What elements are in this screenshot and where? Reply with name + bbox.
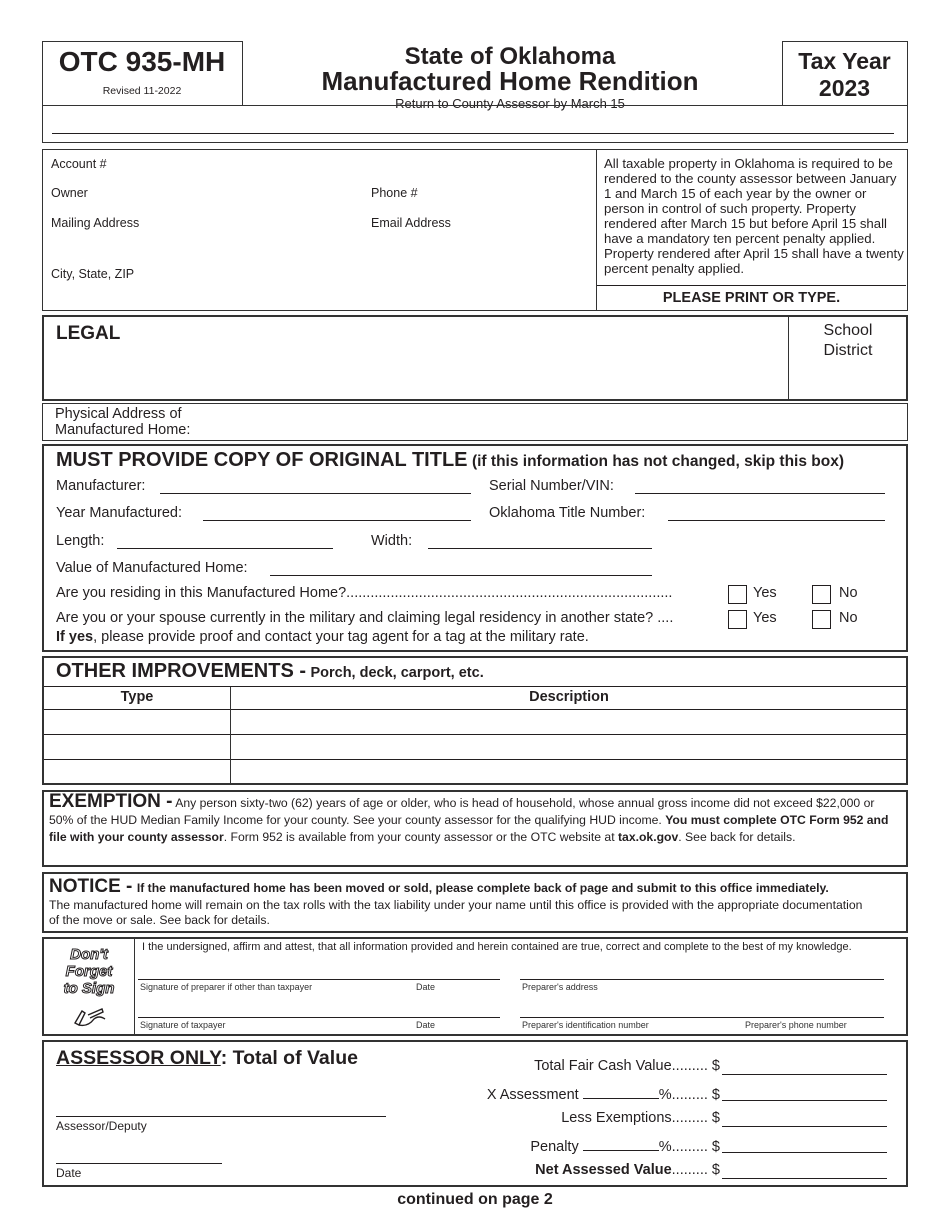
total-fair-line[interactable] <box>722 1074 887 1075</box>
improvements-header-top <box>44 686 906 687</box>
form-title: Manufactured Home Rendition <box>321 66 699 96</box>
phone-label: Phone # <box>371 186 418 200</box>
reminder-forget: Forget <box>65 963 113 980</box>
net-assessed-dots: ......... $ <box>671 1162 720 1178</box>
year-line[interactable] <box>203 520 471 521</box>
title-heading <box>56 449 844 472</box>
penalty-line[interactable] <box>722 1152 887 1153</box>
if-yes-text: , please provide proof and contact your tag agent for a tag at the military rate. <box>93 629 589 645</box>
tax-year-box <box>782 41 908 106</box>
physical-address-box <box>42 403 908 441</box>
assessor-box <box>42 1040 908 1187</box>
header-rule <box>52 133 894 134</box>
print-divider <box>597 285 906 286</box>
exemption-body-1: Any person sixty-two (62) years of age or older, who is head of household, whose annual gross income did not exceed $22,000 or 50% of the HUD Median Family Income for your county. See your county assessor for the qualifying HUD income. <box>49 796 875 827</box>
net-assessed-line[interactable] <box>722 1178 887 1179</box>
improvements-heading-note: Porch, deck, carport, etc. <box>310 665 484 681</box>
pen-hand-icon <box>72 1005 108 1027</box>
serial-line[interactable] <box>635 493 885 494</box>
exemption-bold: You must complete OTC Form 952 and file with your county assessor <box>49 813 889 844</box>
table-row <box>44 709 906 710</box>
penalty-pct-field[interactable] <box>583 1136 659 1151</box>
rendition-notice: All taxable property in Oklahoma is required to be rendered to the county assessor between January 1 and March 15 of each year by the owner or person in control of such property. Property rendered after March 15 but before April 15 shall have a mandatory ten percent penalty applied. Property rendered after April 15 shall have a twenty percent penalty applied. <box>604 156 904 276</box>
column-divider <box>230 687 231 783</box>
ok-title-label: Oklahoma Title Number: <box>489 505 646 521</box>
less-exemptions-line[interactable] <box>722 1126 887 1127</box>
legal-label: LEGAL <box>56 323 121 344</box>
residing-yes-checkbox[interactable] <box>728 585 747 604</box>
exemption-body-3: . See back for details. <box>678 830 796 844</box>
owner-label: Owner <box>51 186 88 200</box>
if-yes-bold: If yes <box>56 629 94 645</box>
notice-heading: NOTICE - <box>49 876 133 897</box>
preparer-signature-line[interactable] <box>138 979 500 980</box>
mailing-label: Mailing Address <box>51 216 140 230</box>
owner-info-box <box>42 149 597 311</box>
tax-year-value: 2023 <box>818 75 871 101</box>
length-label: Length: <box>56 533 105 549</box>
title-heading-main: MUST PROVIDE COPY OF ORIGINAL TITLE <box>56 449 468 471</box>
exemption-heading: EXEMPTION - <box>49 791 173 812</box>
x-assessment-row <box>424 1084 720 1103</box>
assessor-deputy-label: Assessor/Deputy <box>56 1119 147 1133</box>
value-line[interactable] <box>270 575 652 576</box>
notice-box <box>42 872 908 933</box>
physical-label-1: Physical Address of <box>55 406 182 422</box>
continued-note: continued on page 2 <box>397 1191 553 1208</box>
preparer-signature-caption: Signature of preparer if other than taxpayer <box>140 982 313 992</box>
x-assessment-line[interactable] <box>722 1100 887 1101</box>
ok-title-line[interactable] <box>668 520 885 521</box>
form-number-box <box>42 41 243 106</box>
residing-yes-label: Yes <box>753 585 777 601</box>
table-row <box>44 734 906 735</box>
school-label-2: District <box>823 342 873 359</box>
penalty-label: Penalty <box>530 1139 579 1155</box>
taxpayer-date-caption: Date <box>416 1020 436 1030</box>
attest-statement: I the undersigned, affirm and attest, that all information provided and herein contained are true, correct and complete to the best of my knowledge. <box>142 941 852 953</box>
improvements-box <box>42 656 908 785</box>
assessor-date-line[interactable] <box>56 1163 222 1164</box>
reminder-dont: Don't <box>70 946 108 963</box>
assessor-heading-underlined: ASSESSOR ONLY <box>56 1047 221 1069</box>
exemption-site: tax.ok.gov <box>617 830 679 844</box>
assessor-deputy-line[interactable] <box>56 1116 386 1117</box>
value-label: Value of Manufactured Home: <box>56 560 248 576</box>
physical-label-2: Manufactured Home: <box>55 422 191 438</box>
manufacturer-label: Manufacturer: <box>56 478 146 494</box>
military-note <box>56 629 589 645</box>
signature-box <box>42 937 908 1036</box>
col-description: Description <box>529 689 609 705</box>
manufacturer-line[interactable] <box>160 493 471 494</box>
length-line[interactable] <box>117 548 333 549</box>
school-label-1: School <box>823 322 873 339</box>
taxpayer-signature-caption: Signature of taxpayer <box>140 1020 226 1030</box>
taxpayer-signature-line[interactable] <box>138 1017 500 1018</box>
improvements-heading-main: OTHER IMPROVEMENTS - <box>56 660 307 682</box>
military-question: Are you or your spouse currently in the military and claiming legal residency in another state? .... <box>56 610 674 626</box>
exemption-text <box>49 793 901 846</box>
notice-info-box <box>596 149 908 311</box>
reminder-to-sign: to Sign <box>63 980 115 997</box>
preparer-phone-caption: Preparer's phone number <box>745 1020 847 1030</box>
form-number: OTC 935-MH <box>58 46 226 77</box>
military-no-checkbox[interactable] <box>812 610 831 629</box>
residing-no-checkbox[interactable] <box>812 585 831 604</box>
legal-box <box>42 315 908 401</box>
title-section-box <box>42 444 908 652</box>
state-title: State of Oklahoma <box>404 43 616 70</box>
tax-year-label: Tax Year <box>798 48 891 74</box>
military-no-label: No <box>839 610 858 626</box>
serial-label: Serial Number/VIN: <box>489 478 614 494</box>
print-note: PLEASE PRINT OR TYPE. <box>662 290 841 306</box>
penalty-row <box>424 1136 720 1155</box>
table-row <box>44 759 906 760</box>
width-label: Width: <box>371 533 413 549</box>
preparer-address-caption: Preparer's address <box>522 982 598 992</box>
preparer-id-line[interactable] <box>520 1017 884 1018</box>
notice-body: The manufactured home will remain on the tax rolls with the tax liability under your name until this office is provided with the appropriate documentation of the move or sale. See back for details. <box>49 898 863 927</box>
notice-line-1 <box>49 876 905 898</box>
preparer-address-line[interactable] <box>520 979 884 980</box>
exemption-box <box>42 790 908 867</box>
penalty-dots: %......... $ <box>658 1139 720 1155</box>
account-label: Account # <box>51 157 107 171</box>
net-assessed-row <box>424 1162 720 1178</box>
x-assessment-label: X Assessment <box>486 1087 579 1103</box>
x-assessment-pct-field[interactable] <box>583 1084 659 1099</box>
improvements-heading <box>56 660 484 683</box>
x-assessment-dots: %......... $ <box>658 1087 720 1103</box>
assessor-date-label: Date <box>56 1166 82 1180</box>
assessor-heading-rest: : Total of Value <box>220 1047 358 1069</box>
notice-bold: If the manufactured home has been moved or sold, please complete back of page and submit to this office immediately. <box>136 881 829 895</box>
residing-question: Are you residing in this Manufactured Home?................................................................................. <box>56 585 673 601</box>
military-yes-label: Yes <box>753 610 777 626</box>
less-exemptions-label: Less Exemptions......... $ <box>561 1110 720 1126</box>
preparer-date-caption: Date <box>416 982 436 992</box>
header-bottom-box <box>42 105 908 143</box>
net-assessed-label: Net Assessed Value <box>535 1162 672 1178</box>
school-divider <box>788 317 789 399</box>
signature-reminder-divider <box>134 939 135 1034</box>
col-type: Type <box>120 689 154 705</box>
total-fair-label: Total Fair Cash Value......... $ <box>534 1058 720 1074</box>
residing-no-label: No <box>839 585 858 601</box>
assessor-heading <box>56 1047 358 1070</box>
exemption-body-2: . Form 952 is available from your county assessor or the OTC website at <box>223 830 615 844</box>
return-note: Return to County Assessor by March 15 <box>395 96 625 111</box>
year-label: Year Manufactured: <box>56 505 183 521</box>
email-label: Email Address <box>371 216 451 230</box>
title-heading-note: (if this information has not changed, skip this box) <box>471 453 844 470</box>
city-label: City, State, ZIP <box>51 267 135 281</box>
revised-date: Revised 11-2022 <box>102 85 182 97</box>
preparer-id-caption: Preparer's identification number <box>522 1020 649 1030</box>
width-line[interactable] <box>428 548 652 549</box>
military-yes-checkbox[interactable] <box>728 610 747 629</box>
